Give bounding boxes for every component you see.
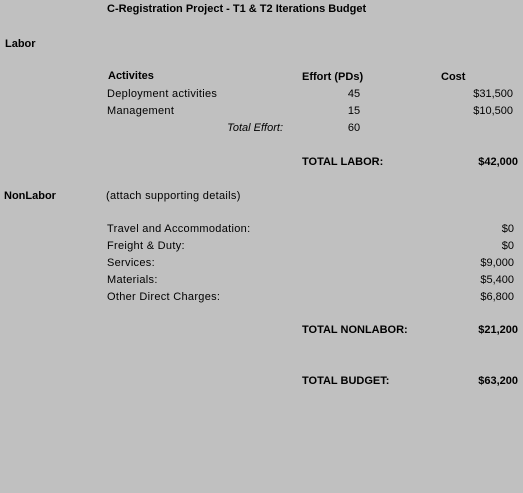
nonlabor-row-label: Freight & Duty:	[107, 240, 185, 252]
total-effort-label: Total Effort:	[227, 122, 283, 134]
labor-section-label: Labor	[5, 38, 36, 50]
total-labor-value: $42,000	[478, 156, 518, 168]
nonlabor-row-label: Travel and Accommodation:	[107, 223, 251, 235]
nonlabor-row-value: $9,000	[480, 257, 514, 269]
nonlabor-row-value: $6,800	[480, 291, 514, 303]
nonlabor-row-label: Other Direct Charges:	[107, 291, 221, 303]
total-budget-label: TOTAL BUDGET:	[302, 375, 390, 387]
total-nonlabor-label: TOTAL NONLABOR:	[302, 324, 408, 336]
total-nonlabor-value: $21,200	[478, 324, 518, 336]
total-labor-label: TOTAL LABOR:	[302, 156, 384, 168]
nonlabor-row-value: $0	[501, 223, 514, 235]
labor-row-cost: $31,500	[473, 88, 513, 100]
page-title: C-Registration Project - T1 & T2 Iterations Budget	[107, 3, 367, 15]
labor-row-effort: 45	[347, 88, 361, 100]
labor-row-activity: Deployment activities	[107, 88, 218, 100]
header-effort: Effort (PDs)	[302, 71, 364, 83]
total-budget-value: $63,200	[478, 375, 518, 387]
labor-row-activity: Management	[107, 105, 175, 117]
total-effort-value: 60	[347, 122, 361, 134]
labor-row-cost: $10,500	[473, 105, 513, 117]
labor-row-effort: 15	[347, 105, 361, 117]
nonlabor-row-value: $5,400	[480, 274, 514, 286]
nonlabor-row-label: Services:	[107, 257, 155, 269]
nonlabor-note: (attach supporting details)	[106, 190, 241, 202]
nonlabor-section-label: NonLabor	[4, 190, 56, 202]
header-cost: Cost	[441, 71, 466, 83]
header-activities: Activites	[108, 70, 154, 82]
nonlabor-row-value: $0	[501, 240, 514, 252]
nonlabor-row-label: Materials:	[107, 274, 158, 286]
